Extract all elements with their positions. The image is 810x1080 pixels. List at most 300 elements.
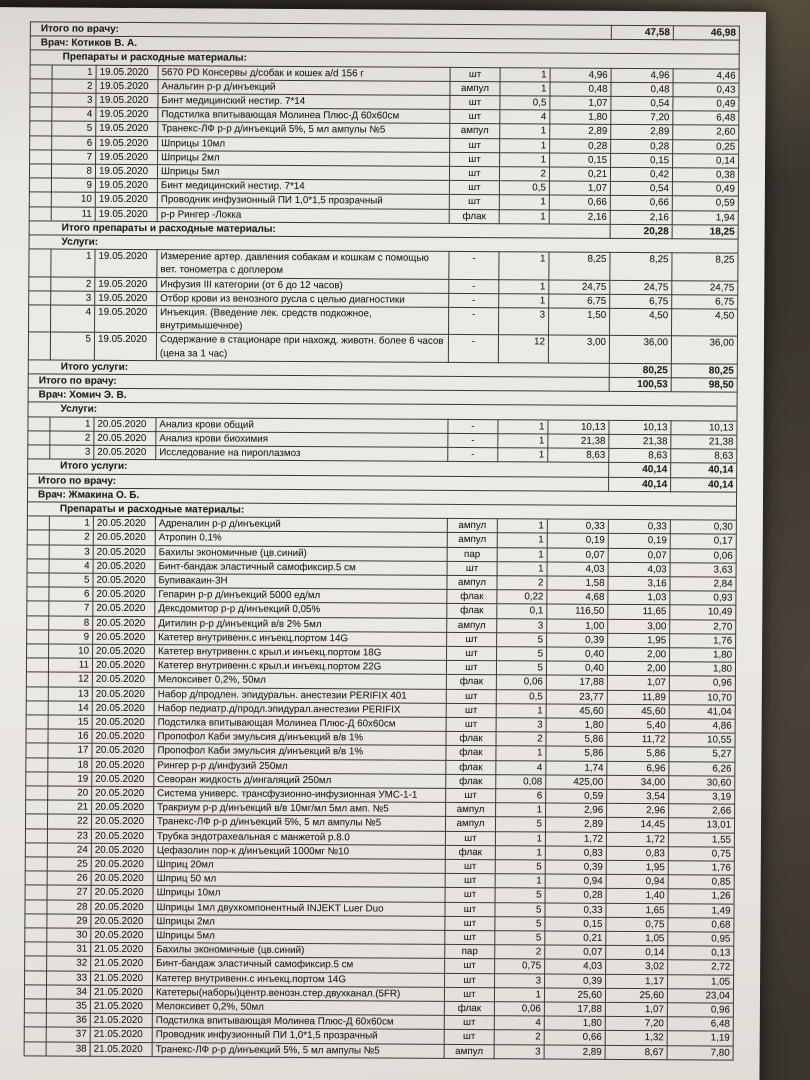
- indent-cell: [28, 417, 50, 431]
- price-cell: 0,48: [550, 82, 611, 97]
- quantity-cell: 1: [496, 746, 546, 761]
- item-name-cell: Тракриум р-р д/инъекций в/в 10мг/мл 5мл амп. №5: [154, 801, 446, 817]
- item-name-cell: Пропофол Каби эмульсия д/инъекций в/в 1%: [154, 744, 446, 760]
- quantity-cell: 1: [499, 252, 549, 280]
- price-cell: 4,68: [547, 590, 608, 605]
- price-cell: 0,07: [545, 945, 606, 960]
- sum-cell: 1,65: [606, 903, 668, 918]
- sum-cell: 1,72: [606, 832, 668, 847]
- indent-cell: [26, 772, 48, 786]
- price-cell: 1,72: [545, 832, 606, 847]
- discount-sum-cell: 23,04: [667, 989, 733, 1004]
- item-name-cell: Мелоксивет 0,2%, 50мл: [154, 673, 446, 689]
- date-cell: 20.05.2020: [93, 630, 155, 645]
- quantity-cell: 4: [496, 760, 546, 775]
- indent-cell: [30, 79, 52, 93]
- date-cell: 20.05.2020: [92, 772, 154, 787]
- item-name-cell: Исследование на пироплазмоз: [156, 446, 448, 462]
- item-name-cell: Шприцы 2мл: [153, 914, 445, 930]
- sum-cell: 1,17: [606, 974, 668, 989]
- unit-cell: флак: [446, 746, 496, 761]
- item-name-cell: Система универс. трансфузионно-инфузионная УМС-1-1: [154, 787, 446, 803]
- indent-cell: [25, 970, 47, 984]
- item-number-cell: 22: [47, 814, 91, 828]
- quantity-cell: 12: [498, 335, 548, 363]
- quantity-cell: 0,08: [496, 774, 546, 789]
- sum-cell: 1,03: [608, 591, 670, 606]
- price-cell: 0,66: [549, 195, 610, 210]
- quantity-cell: 1: [497, 547, 547, 562]
- item-name-cell: Цефазолин пор-к д/инъекций 1000мг №10: [153, 843, 445, 859]
- sum-cell: 11,89: [607, 690, 669, 705]
- quantity-cell: 2: [497, 576, 547, 591]
- price-cell: 425,00: [546, 775, 607, 790]
- sum-cell: 4,03: [608, 562, 670, 577]
- unit-cell: шт: [445, 902, 495, 917]
- quantity-cell: 1: [495, 874, 545, 889]
- indent-cell: [26, 800, 48, 814]
- unit-cell: -: [449, 293, 499, 308]
- item-number-cell: 19: [48, 772, 92, 786]
- discount-sum-cell: 30,60: [669, 776, 735, 791]
- indent-cell: [27, 544, 49, 558]
- item-name-cell: Бинт медицинский нестир. 7*14: [158, 94, 450, 110]
- discount-sum-cell: 10,70: [669, 690, 735, 705]
- price-cell: 0,39: [545, 860, 606, 875]
- discount-sum-cell: 2,72: [668, 960, 734, 975]
- total-sum-cell: 100,53: [609, 377, 671, 392]
- unit-cell: шт: [445, 959, 495, 974]
- indent-cell: [29, 305, 51, 333]
- item-number-cell: 30: [47, 928, 91, 942]
- quantity-cell: 1: [494, 988, 544, 1003]
- price-cell: 5,86: [546, 746, 607, 761]
- sum-cell: 0,33: [608, 519, 670, 534]
- discount-sum-cell: 3,63: [670, 562, 736, 577]
- item-name-cell: Подстилка впитывающая Молинеа Плюс-Д 60х60см: [158, 108, 450, 124]
- discount-sum-cell: 0,96: [669, 676, 735, 691]
- item-number-cell: 1: [49, 516, 93, 530]
- item-name-cell: Анальгин р-р д/инъекций: [158, 79, 450, 95]
- discount-sum-cell: 2,70: [670, 619, 736, 634]
- quantity-cell: 1: [499, 294, 549, 309]
- quantity-cell: 1: [498, 448, 548, 463]
- billing-table: [24, 21, 740, 1060]
- paper-sheet: [0, 7, 766, 1080]
- discount-sum-cell: 1,05: [668, 974, 734, 989]
- item-number-cell: 6: [49, 587, 93, 601]
- discount-sum-cell: 0,13: [668, 946, 734, 961]
- date-cell: 20.05.2020: [94, 431, 156, 446]
- item-name-cell: 5670 PD Консервы д/собак и кошек a/d 156 г: [158, 65, 450, 81]
- discount-sum-cell: 4,46: [673, 68, 739, 83]
- item-number-cell: 31: [47, 942, 91, 956]
- item-number-cell: 11: [51, 207, 95, 221]
- total-sum-cell: 40,14: [609, 463, 671, 478]
- item-number-cell: 4: [49, 559, 93, 573]
- price-cell: 4,96: [550, 68, 611, 83]
- date-cell: 19.05.2020: [95, 291, 157, 306]
- sum-cell: 3,02: [606, 960, 668, 975]
- sum-cell: 8,63: [609, 448, 671, 463]
- date-cell: 19.05.2020: [96, 136, 158, 151]
- indent-cell: [29, 178, 51, 192]
- indent-cell: [24, 985, 46, 999]
- sum-cell: 5,40: [607, 718, 669, 733]
- quantity-cell: 5: [495, 931, 545, 946]
- total-sum-cell: 47,58: [611, 25, 673, 40]
- sum-cell: 11,65: [608, 605, 670, 620]
- date-cell: 20.05.2020: [92, 786, 154, 801]
- quantity-cell: 3: [499, 308, 549, 336]
- item-name-cell: Подстилка впитывающая Молинеа Плюс-Д 60х60см: [154, 716, 446, 732]
- indent-cell: [27, 615, 49, 629]
- indent-cell: [25, 871, 47, 885]
- sum-cell: 6,96: [607, 761, 669, 776]
- item-name-cell: Рингер р-р д/инфузий 250мл: [154, 758, 446, 774]
- item-number-cell: 3: [52, 93, 96, 107]
- sum-cell: 2,96: [607, 804, 669, 819]
- indent-cell: [27, 573, 49, 587]
- item-number-cell: 10: [49, 644, 93, 658]
- discount-sum-cell: 41,04: [669, 705, 735, 720]
- sum-cell: 6,75: [610, 294, 672, 309]
- section-row-label: Препараты и расходные материалы:: [27, 502, 736, 521]
- price-cell: 0,15: [545, 917, 606, 932]
- sum-cell: 1,95: [608, 633, 670, 648]
- date-cell: 19.05.2020: [96, 79, 158, 94]
- item-number-cell: 25: [47, 857, 91, 871]
- price-cell: 0,19: [547, 533, 608, 548]
- item-number-cell: 15: [48, 715, 92, 729]
- item-name-cell: Шприц 50 мл: [153, 872, 445, 888]
- total-discount-cell: 80,25: [671, 364, 737, 379]
- discount-sum-cell: 0,30: [670, 520, 736, 535]
- item-name-cell: Шприцы 2мл: [158, 150, 450, 166]
- item-name-cell: Гепарин р-р д/инъекций 5000 ед/мл: [155, 588, 447, 604]
- sum-cell: 1,32: [605, 1031, 667, 1046]
- discount-sum-cell: 10,49: [670, 605, 736, 620]
- price-cell: 0,21: [545, 931, 606, 946]
- discount-sum-cell: 4,50: [672, 309, 738, 337]
- price-cell: 2,89: [550, 124, 611, 139]
- discount-sum-cell: 6,48: [667, 1017, 733, 1032]
- unit-cell: -: [449, 279, 499, 294]
- quantity-cell: 5: [496, 661, 546, 676]
- table-row-item: [29, 249, 738, 281]
- quantity-cell: 0,22: [497, 590, 547, 605]
- discount-sum-cell: 0,85: [668, 875, 734, 890]
- sum-cell: 10,13: [609, 420, 671, 435]
- item-name-cell: Мелоксивет 0,2%, 50мл: [152, 1000, 444, 1016]
- item-number-cell: 26: [47, 871, 91, 885]
- unit-cell: шт: [445, 888, 495, 903]
- item-number-cell: 29: [47, 914, 91, 928]
- doctor-row-label: Врач: Хомич Э. В.: [28, 388, 737, 407]
- price-cell: 0,39: [545, 974, 606, 989]
- item-name-cell: Проводник инфузионный ПИ 1,0*1,5 прозрачный: [152, 1028, 444, 1044]
- sum-cell: 11,72: [607, 733, 669, 748]
- unit-cell: флак: [447, 604, 497, 619]
- item-name-cell: Катетер внутривенн.с крыл.и инъекц.портом 22G: [154, 659, 446, 675]
- sum-cell: 4,96: [611, 68, 673, 83]
- table-row-item: [28, 332, 737, 364]
- discount-sum-cell: 36,00: [671, 336, 737, 364]
- item-number-cell: 12: [48, 672, 92, 686]
- indent-cell: [26, 757, 48, 771]
- total-label-cell: Итого по врачу:: [30, 22, 611, 40]
- unit-cell: ампул: [446, 803, 496, 818]
- date-cell: 19.05.2020: [95, 193, 157, 208]
- quantity-cell: 1: [496, 703, 546, 718]
- item-number-cell: 6: [52, 136, 96, 150]
- item-name-cell: Содержание в стационаре при нахожд. животн. более 6 часов (цена за 1 час): [156, 333, 448, 362]
- item-number-cell: 37: [46, 1027, 90, 1041]
- total-discount-cell: 40,14: [671, 477, 737, 492]
- date-cell: 21.05.2020: [90, 999, 152, 1014]
- quantity-cell: 1: [498, 419, 548, 434]
- price-cell: 6,75: [549, 294, 610, 309]
- sum-cell: 0,66: [610, 196, 672, 211]
- item-name-cell: Измерение артер. давления собакам и кошкам с помощью вет. тонометра с доплером: [157, 250, 449, 279]
- quantity-cell: 0,5: [500, 96, 550, 111]
- date-cell: 20.05.2020: [92, 744, 154, 759]
- date-cell: 19.05.2020: [95, 164, 157, 179]
- date-cell: 20.05.2020: [92, 658, 154, 673]
- sum-cell: 25,60: [605, 988, 667, 1003]
- item-name-cell: Пропофол Каби эмульсия д/инъекций в/в 1%: [154, 730, 446, 746]
- item-name-cell: Шприцы 5мл: [153, 929, 445, 945]
- item-name-cell: Катетер внутривенн.с инъекц.портом 14G: [155, 630, 447, 646]
- discount-sum-cell: 0,49: [673, 97, 739, 112]
- sum-cell: 1,07: [605, 1002, 667, 1017]
- sum-cell: 2,00: [607, 662, 669, 677]
- date-cell: 19.05.2020: [95, 207, 157, 222]
- price-cell: 2,96: [546, 803, 607, 818]
- indent-cell: [25, 828, 47, 842]
- item-name-cell: Дексдомитор р-р д/инъекций 0,05%: [155, 602, 447, 618]
- indent-cell: [27, 587, 49, 601]
- sum-cell: 36,00: [609, 336, 671, 364]
- date-cell: 20.05.2020: [92, 701, 154, 716]
- item-number-cell: 1: [51, 249, 95, 277]
- item-number-cell: 20: [48, 786, 92, 800]
- item-number-cell: 16: [48, 729, 92, 743]
- price-cell: 2,16: [549, 210, 610, 225]
- sum-cell: 5,86: [607, 747, 669, 762]
- unit-cell: шт: [447, 646, 497, 661]
- item-name-cell: Катетер внутривенн.с крыл.и инъекц.портом 18G: [155, 645, 447, 661]
- discount-sum-cell: 1,49: [668, 903, 734, 918]
- unit-cell: шт: [445, 973, 495, 988]
- total-sum-cell: 20,28: [610, 224, 672, 239]
- item-number-cell: 35: [46, 999, 90, 1013]
- sum-cell: 0,54: [611, 96, 673, 111]
- unit-cell: шт: [445, 831, 495, 846]
- item-name-cell: Дитилин р-р д/инъекций в/в 2% 5мл: [155, 616, 447, 632]
- item-number-cell: 4: [51, 305, 95, 333]
- section-row-label: Услуги:: [29, 235, 738, 254]
- quantity-cell: 5: [495, 860, 545, 875]
- sum-cell: 4,50: [610, 308, 672, 336]
- item-number-cell: 5: [50, 332, 94, 360]
- price-cell: 1,58: [547, 576, 608, 591]
- item-number-cell: 2: [50, 431, 94, 445]
- discount-sum-cell: 6,26: [669, 761, 735, 776]
- quantity-cell: 4: [500, 110, 550, 125]
- indent-cell: [30, 150, 52, 164]
- discount-sum-cell: 1,19: [667, 1031, 733, 1046]
- sum-cell: 0,28: [611, 139, 673, 154]
- doctor-row-label: Врач: Котиков В. А.: [30, 36, 739, 55]
- sum-cell: 3,16: [608, 576, 670, 591]
- quantity-cell: 2: [494, 1030, 544, 1045]
- discount-sum-cell: 0,95: [668, 932, 734, 947]
- unit-cell: шт: [450, 110, 500, 125]
- unit-cell: шт: [447, 632, 497, 647]
- sum-cell: 14,45: [607, 818, 669, 833]
- discount-sum-cell: 1,76: [668, 861, 734, 876]
- quantity-cell: 0,5: [499, 181, 549, 196]
- date-cell: 21.05.2020: [90, 985, 152, 1000]
- discount-sum-cell: 2,84: [670, 577, 736, 592]
- discount-sum-cell: 1,55: [668, 832, 734, 847]
- indent-cell: [25, 928, 47, 942]
- item-number-cell: 18: [48, 758, 92, 772]
- unit-cell: шт: [447, 561, 497, 576]
- date-cell: 20.05.2020: [93, 616, 155, 631]
- date-cell: 21.05.2020: [90, 1028, 152, 1043]
- quantity-cell: 0,75: [495, 959, 545, 974]
- price-cell: 17,88: [546, 675, 607, 690]
- indent-cell: [27, 530, 49, 544]
- price-cell: 0,33: [545, 903, 606, 918]
- indent-cell: [28, 445, 50, 459]
- discount-sum-cell: 3,19: [669, 790, 735, 805]
- item-number-cell: 17: [48, 743, 92, 757]
- unit-cell: -: [448, 419, 498, 434]
- quantity-cell: 1: [499, 279, 549, 294]
- unit-cell: шт: [450, 67, 500, 82]
- indent-cell: [25, 814, 47, 828]
- item-number-cell: 5: [49, 573, 93, 587]
- price-cell: 0,28: [545, 888, 606, 903]
- indent-cell: [24, 1041, 46, 1055]
- item-number-cell: 36: [46, 1013, 90, 1027]
- sum-cell: 8,67: [605, 1045, 667, 1060]
- indent-cell: [25, 899, 47, 913]
- price-cell: 4,03: [545, 959, 606, 974]
- item-number-cell: 7: [52, 150, 96, 164]
- date-cell: 20.05.2020: [93, 587, 155, 602]
- price-cell: 1,80: [550, 110, 611, 125]
- discount-sum-cell: 10,55: [669, 733, 735, 748]
- discount-sum-cell: 0,68: [668, 918, 734, 933]
- item-name-cell: Атропин 0,1%: [155, 531, 447, 547]
- date-cell: 20.05.2020: [94, 445, 156, 460]
- sum-cell: 1,05: [606, 931, 668, 946]
- indent-cell: [30, 64, 52, 78]
- quantity-cell: 1: [499, 209, 549, 224]
- quantity-cell: 0,5: [496, 689, 546, 704]
- total-discount-cell: 40,14: [671, 463, 737, 478]
- item-number-cell: 33: [47, 971, 91, 985]
- quantity-cell: 1: [495, 831, 545, 846]
- unit-cell: шт: [446, 703, 496, 718]
- unit-cell: шт: [444, 987, 494, 1002]
- item-number-cell: 2: [49, 530, 93, 544]
- date-cell: 20.05.2020: [91, 857, 153, 872]
- price-cell: 1,80: [544, 1016, 605, 1031]
- date-cell: 20.05.2020: [91, 914, 153, 929]
- unit-cell: шт: [445, 916, 495, 931]
- unit-cell: шт: [446, 661, 496, 676]
- unit-cell: шт: [449, 166, 499, 181]
- indent-cell: [29, 206, 51, 220]
- item-name-cell: Транекс-ЛФ р-р д/инъекций 5%, 5 мл ампулы №5: [153, 815, 445, 831]
- sum-cell: 0,15: [611, 153, 673, 168]
- quantity-cell: 5: [497, 647, 547, 662]
- item-name-cell: Отбор крови из венозного русла с целью диагностики: [157, 291, 449, 307]
- discount-sum-cell: 13,01: [669, 818, 735, 833]
- total-discount-cell: 18,25: [672, 225, 738, 240]
- item-number-cell: 9: [51, 178, 95, 192]
- date-cell: 20.05.2020: [94, 417, 156, 432]
- item-number-cell: 9: [49, 630, 93, 644]
- indent-cell: [26, 729, 48, 743]
- unit-cell: -: [449, 252, 499, 280]
- total-label-cell: Итого услуги:: [28, 459, 609, 477]
- price-cell: 1,07: [549, 181, 610, 196]
- indent-cell: [25, 843, 47, 857]
- unit-cell: -: [448, 433, 498, 448]
- sum-cell: 1,95: [606, 860, 668, 875]
- doctor-row-label: Врач: Жмакина О. Б.: [27, 488, 736, 507]
- date-cell: 21.05.2020: [91, 971, 153, 986]
- sum-cell: 1,40: [606, 889, 668, 904]
- quantity-cell: 5: [497, 632, 547, 647]
- item-number-cell: 14: [48, 701, 92, 715]
- indent-cell: [26, 786, 48, 800]
- discount-sum-cell: 4,86: [669, 719, 735, 734]
- item-name-cell: Бинт-бандаж эластичный самофиксир.5 см: [153, 957, 445, 973]
- sum-cell: 45,60: [607, 704, 669, 719]
- date-cell: 21.05.2020: [90, 1042, 152, 1057]
- discount-sum-cell: 0,25: [673, 139, 739, 154]
- indent-cell: [26, 743, 48, 757]
- item-name-cell: Бахилы экономичные (цв.синий): [153, 943, 445, 959]
- unit-cell: шт: [445, 930, 495, 945]
- item-name-cell: Проводник инфузионный ПИ 1,0*1,5 прозрачный: [157, 193, 449, 209]
- indent-cell: [25, 857, 47, 871]
- sum-cell: 3,00: [608, 619, 670, 634]
- indent-cell: [27, 516, 49, 530]
- date-cell: 20.05.2020: [91, 900, 153, 915]
- price-cell: 1,80: [546, 718, 607, 733]
- price-cell: 0,21: [549, 167, 610, 182]
- unit-cell: флак: [446, 732, 496, 747]
- indent-cell: [28, 332, 50, 360]
- indent-cell: [29, 192, 51, 206]
- price-cell: 0,39: [547, 633, 608, 648]
- price-cell: 0,59: [546, 789, 607, 804]
- price-cell: 116,50: [547, 604, 608, 619]
- quantity-cell: 3: [494, 1044, 544, 1059]
- quantity-cell: 3: [496, 718, 546, 733]
- item-number-cell: 5: [52, 121, 96, 135]
- item-name-cell: Транекс-ЛФ р-р д/инъекций 5%, 5 мл ампулы №5: [158, 122, 450, 138]
- price-cell: 17,88: [544, 1002, 605, 1017]
